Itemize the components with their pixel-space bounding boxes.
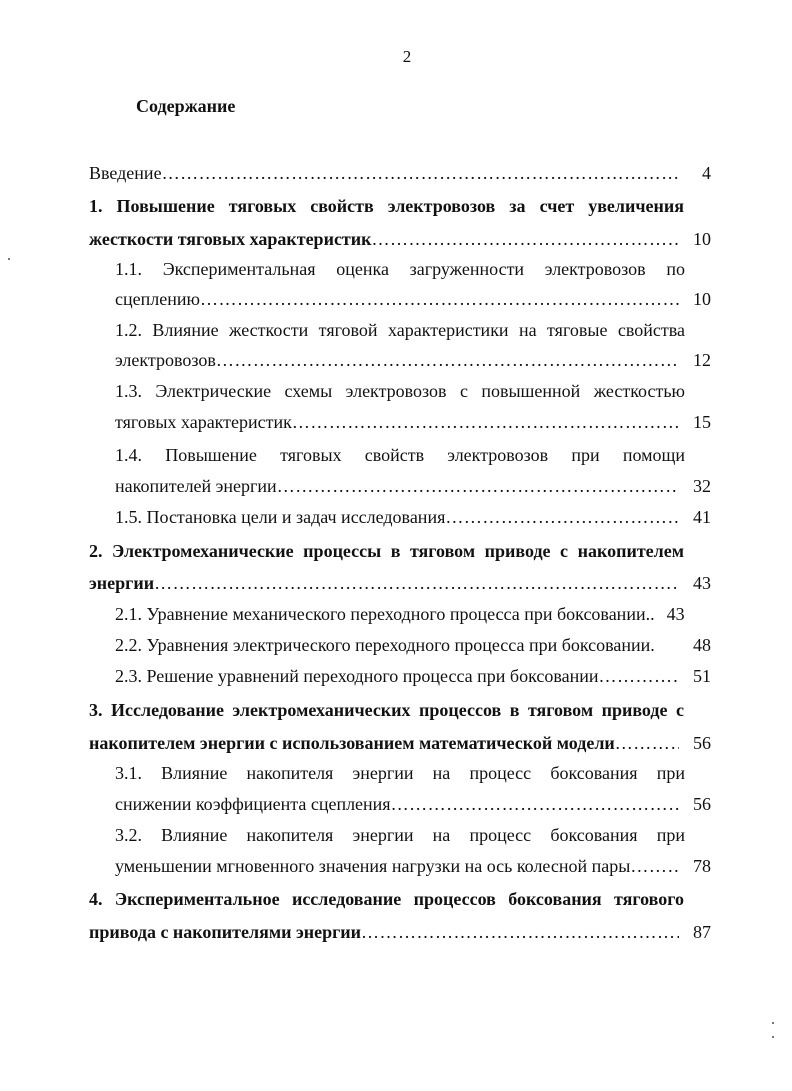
leader-dots xyxy=(200,284,679,314)
toc-page-number: 4 xyxy=(702,163,711,183)
leader-dots xyxy=(216,345,679,375)
leader-dots xyxy=(162,158,679,188)
toc-section-2-1[interactable] xyxy=(115,599,711,629)
toc-section-1-3[interactable] xyxy=(115,407,711,437)
leader-dots xyxy=(615,728,679,758)
toc-section-1-4[interactable] xyxy=(115,471,711,501)
leader-dots xyxy=(292,407,679,437)
toc-section-3-1-title[interactable]: 3.1. Влияние накопителя энергии на процесс боксования при xyxy=(115,763,685,783)
toc-entry-text: 1.5. Постановка цели и задач исследования xyxy=(115,507,446,527)
toc-page-number: 48 xyxy=(693,635,711,655)
toc-section-3-2-title[interactable]: 3.2. Влияние накопителя энергии на процесс боксования при xyxy=(115,825,685,845)
scan-speck xyxy=(772,1036,774,1038)
toc-section-3-1[interactable] xyxy=(115,789,711,819)
toc-chapter-1[interactable] xyxy=(89,224,711,254)
toc-entry-text: уменьшении мгновенного значения нагрузки на ось колесной пары xyxy=(115,856,631,876)
toc-section-3-2[interactable] xyxy=(115,851,711,881)
toc-section-2-2[interactable] xyxy=(115,630,711,660)
toc-section-1-1[interactable] xyxy=(115,284,711,314)
leader-dots xyxy=(445,502,679,532)
toc-section-1-5[interactable] xyxy=(115,502,711,532)
toc-chapter-2-title[interactable]: 2. Электромеханические процессы в тяговом приводе с накопителем xyxy=(89,541,684,561)
toc-chapter-4-title[interactable]: 4. Экспериментальное исследование процессов боксования тягового xyxy=(89,889,684,909)
page-number: 2 xyxy=(402,47,412,66)
toc-section-1-2-title[interactable]: 1.2. Влияние жесткости тяговой характеристики на тяговые свойства xyxy=(115,320,685,340)
toc-entry-text: накопителей энергии xyxy=(115,476,277,496)
toc-page-number: 10 xyxy=(693,289,711,309)
toc-entry-text: накопителем энергии с использованием математической модели xyxy=(89,733,615,753)
toc-entry-text: привода с накопителями энергии xyxy=(89,922,362,942)
scan-speck xyxy=(8,258,10,260)
toc-entry-text: энергии xyxy=(89,573,155,593)
leader-dots xyxy=(372,224,679,254)
toc-title: Содержание xyxy=(136,96,236,116)
toc-entry-text: снижении коэффициента сцепления xyxy=(115,794,391,814)
toc-entry-text: сцеплению xyxy=(115,289,200,309)
toc-section-2-3[interactable] xyxy=(115,661,711,691)
leader-dots xyxy=(599,661,679,691)
toc-entry-text: тяговых характеристик xyxy=(115,412,292,432)
leader-dots xyxy=(154,568,679,598)
leader-dots xyxy=(361,917,679,947)
toc-entry-text: жесткости тяговых характеристик xyxy=(89,229,372,249)
toc-section-1-2[interactable] xyxy=(115,345,711,375)
toc-entry-text: Введение xyxy=(89,163,162,183)
toc-chapter-2[interactable] xyxy=(89,568,711,598)
toc-section-1-1-title[interactable]: 1.1. Экспериментальная оценка загруженности электровозов по xyxy=(115,259,685,279)
toc-chapter-3[interactable] xyxy=(89,728,711,758)
toc-page-number: 10 xyxy=(693,229,711,249)
leader-dots xyxy=(630,851,679,881)
toc-entry-intro[interactable] xyxy=(89,158,711,188)
toc-entry-text: 2.1. Уравнение механического переходного процесса при боксовании.. xyxy=(115,604,655,624)
leader-dots xyxy=(391,789,679,819)
toc-page-number: 56 xyxy=(693,794,711,814)
toc-chapter-1-title[interactable]: 1. Повышение тяговых свойств электровозов за счет увеличения xyxy=(89,196,684,216)
leader-dots xyxy=(277,471,679,501)
toc-chapter-3-title[interactable]: 3. Исследование электромеханических процессов в тяговом приводе с xyxy=(89,700,684,720)
toc-section-1-4-title[interactable]: 1.4. Повышение тяговых свойств электровозов при помощи xyxy=(115,445,685,465)
toc-section-1-3-title[interactable]: 1.3. Электрические схемы электровозов с повышенной жесткостью xyxy=(115,381,685,401)
toc-entry-text: электровозов xyxy=(115,350,216,370)
toc-page-number: 56 xyxy=(693,733,711,753)
toc-page-number: 12 xyxy=(693,350,711,370)
toc-page-number: 32 xyxy=(693,476,711,496)
toc-page-number: 41 xyxy=(693,507,711,527)
toc-page-number: 43 xyxy=(693,573,711,593)
toc-entry-text: 2.2. Уравнения электрического переходного процесса при боксовании. xyxy=(115,635,655,655)
toc-chapter-4[interactable] xyxy=(89,917,711,947)
toc-entry-text: 2.3. Решение уравнений переходного процесса при боксовании xyxy=(115,666,599,686)
toc-page-number: 15 xyxy=(693,412,711,432)
toc-page-number: 43 xyxy=(666,604,685,624)
toc-page-number: 78 xyxy=(693,856,711,876)
scan-speck xyxy=(772,1022,774,1024)
toc-page-number: 51 xyxy=(693,666,711,686)
toc-page-number: 87 xyxy=(693,922,711,942)
